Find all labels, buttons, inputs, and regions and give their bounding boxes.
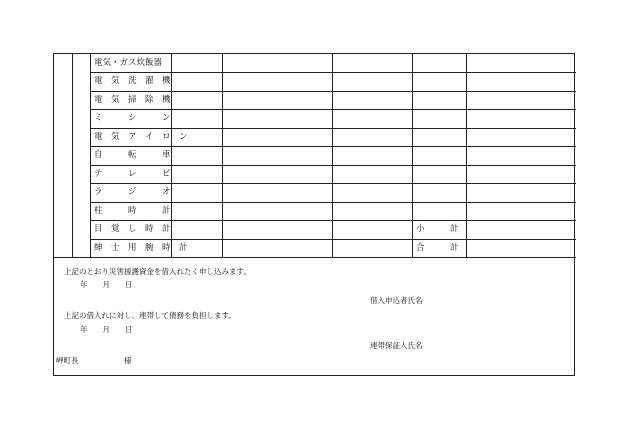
item-label-bicycle: 自 転 車 (94, 150, 171, 160)
table-bottom-line (54, 257, 576, 258)
subtotal-label: 小 計 (416, 224, 459, 234)
guarantor-date: 年 月 日 (80, 325, 133, 334)
applicant-name-label: 借入申込者氏名 (370, 296, 423, 305)
table-vline (412, 54, 413, 257)
table-vline (222, 54, 223, 257)
table-vline (466, 54, 467, 257)
loan-application-form (53, 53, 575, 376)
application-date: 年 月 日 (80, 280, 133, 289)
addressee-office: 岬町長 (56, 356, 79, 365)
table-vline (72, 54, 73, 257)
total-label: 合 計 (416, 243, 459, 253)
item-label-wall-clock: 柱 時 計 (94, 206, 171, 216)
item-label-sewing-machine: ミ シ ン (94, 113, 171, 123)
guarantor-name-label: 連帯保証人氏名 (370, 341, 423, 350)
item-label-vacuum-cleaner: 電 気 掃 除 機 (94, 95, 171, 105)
item-label-alarm-clock: 目 覚 し 時 計 (94, 224, 171, 234)
application-statement: 上記のとおり災害援護資金を借入れたく申し込みます。 (64, 267, 251, 276)
table-vline (90, 54, 91, 257)
item-label-rice-cooker: 電気・ガス炊飯器 (94, 58, 163, 68)
table-vline (332, 54, 333, 257)
item-label-radio: ラ ジ オ (94, 187, 171, 197)
item-label-television: テ レ ビ (94, 169, 171, 179)
guarantor-statement: 上記の借入れに対し、連帯して債務を負担します。 (64, 311, 236, 320)
item-label-electric-iron: 電 気 ア イ ロ ン (94, 132, 188, 142)
addressee-honorific: 様 (124, 356, 132, 365)
item-label-wristwatch: 紳 士 用 腕 時 計 (94, 243, 188, 253)
item-label-washing-machine: 電 気 洗 濯 機 (94, 76, 171, 86)
